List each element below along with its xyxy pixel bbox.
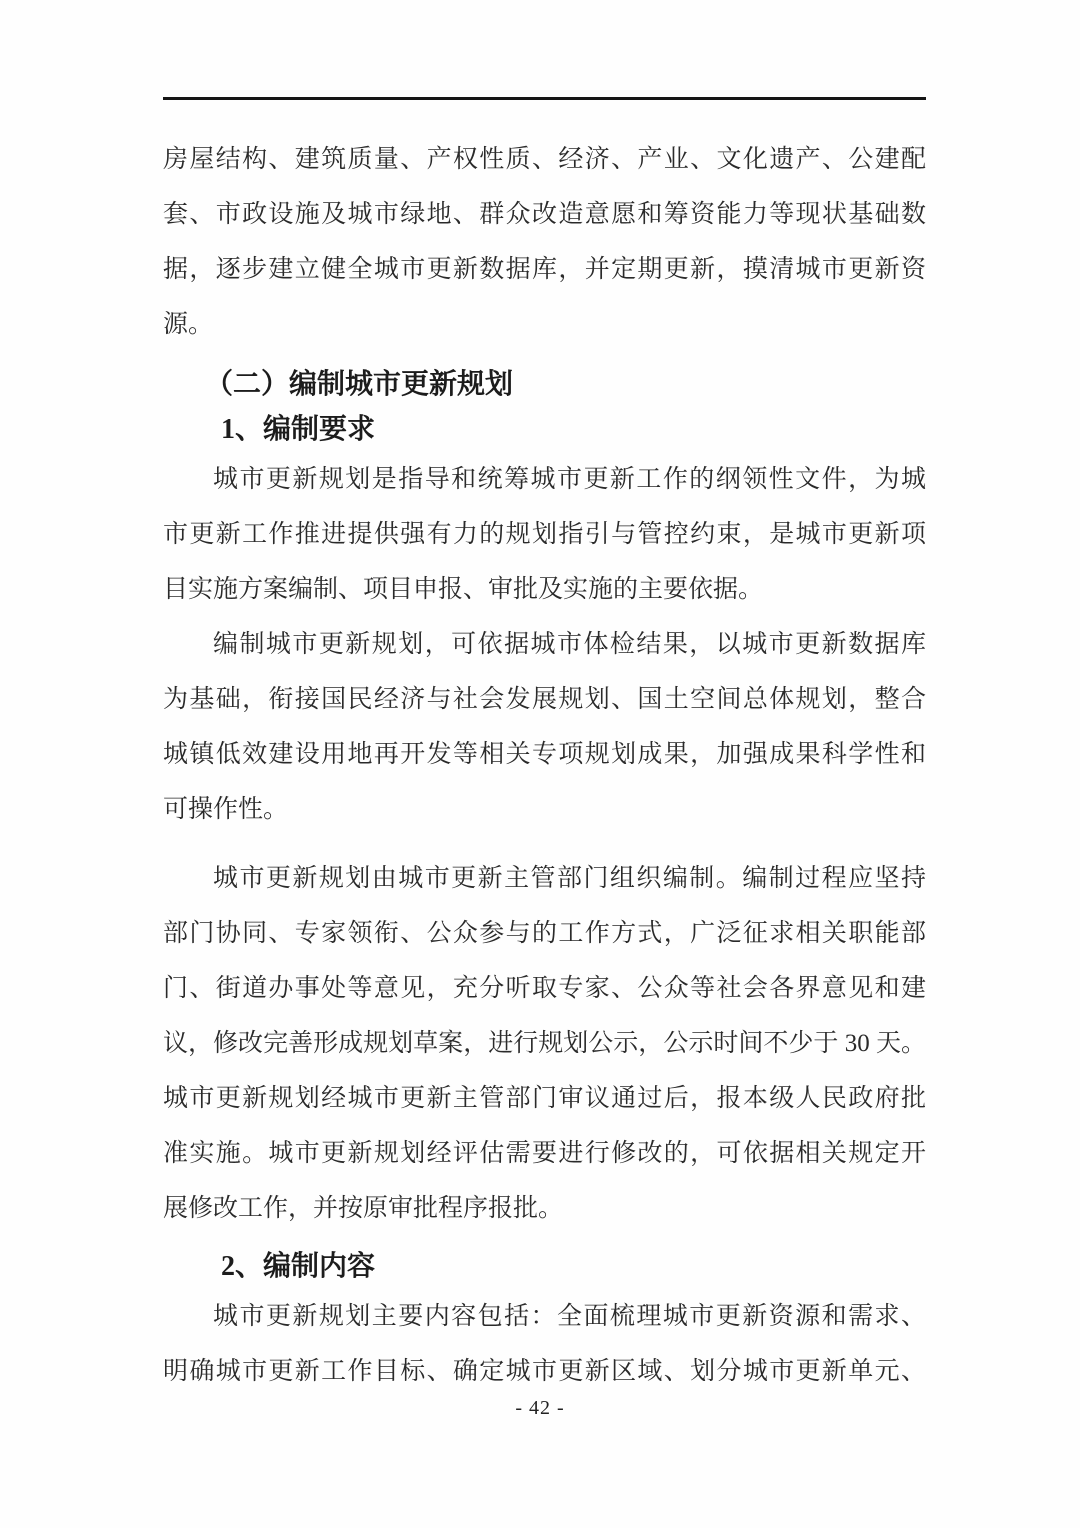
text-line: 城市更新规划经城市更新主管部门审议通过后，报本级人民政府批 [163, 1085, 926, 1112]
text-line: 房屋结构、建筑质量、产权性质、经济、产业、文化遗产、公建配 [163, 146, 926, 173]
subsection-heading: 1、编制要求 [221, 414, 376, 445]
text-line: 套、市政设施及城市绿地、群众改造意愿和筹资能力等现状基础数 [163, 201, 926, 228]
text-line: 可操作性。 [163, 796, 289, 823]
page-body [163, 132, 926, 1399]
text-line: 准实施。城市更新规划经评估需要进行修改的，可依据相关规定开 [163, 1140, 926, 1167]
subsection-heading: 2、编制内容 [221, 1251, 376, 1282]
paragraph [163, 1289, 926, 1399]
paragraph [163, 851, 926, 1236]
text-line: 编制城市更新规划，可依据城市体检结果，以城市更新数据库 [213, 631, 926, 658]
text-line: 明确城市更新工作目标、确定城市更新区域、划分城市更新单元、 [163, 1358, 926, 1385]
text-line: 目实施方案编制、项目申报、审批及实施的主要依据。 [163, 576, 764, 603]
page-number: - 42 - [515, 1397, 565, 1419]
paragraph [163, 132, 926, 352]
text-line: 城市更新规划是指导和统筹城市更新工作的纲领性文件，为城 [213, 466, 926, 493]
text-line: 议，修改完善形成规划草案，进行规划公示，公示时间不少于 30 天。 [163, 1030, 926, 1057]
text-line: 展修改工作，并按原审批程序报批。 [163, 1195, 564, 1222]
text-line: 城市更新规划主要内容包括：全面梳理城市更新资源和需求、 [213, 1303, 926, 1330]
paragraph [163, 452, 926, 617]
paragraph [163, 617, 926, 837]
text-line: 源。 [163, 311, 214, 338]
text-line: 城镇低效建设用地再开发等相关专项规划成果，加强成果科学性和 [163, 741, 926, 768]
section-heading: （二）编制城市更新规划 [205, 369, 514, 400]
text-line: 门、街道办事处等意见，充分听取专家、公众等社会各界意见和建 [163, 975, 926, 1002]
header-divider-rule [163, 97, 926, 100]
text-line: 部门协同、专家领衔、公众参与的工作方式，广泛征求相关职能部 [163, 920, 926, 947]
text-line: 城市更新规划由城市更新主管部门组织编制。编制过程应坚持 [213, 865, 926, 892]
text-line: 为基础，衔接国民经济与社会发展规划、国土空间总体规划，整合 [163, 686, 926, 713]
text-line: 市更新工作推进提供强有力的规划指引与管控约束，是城市更新项 [163, 521, 926, 548]
text-line: 据，逐步建立健全城市更新数据库，并定期更新，摸清城市更新资 [163, 256, 926, 283]
